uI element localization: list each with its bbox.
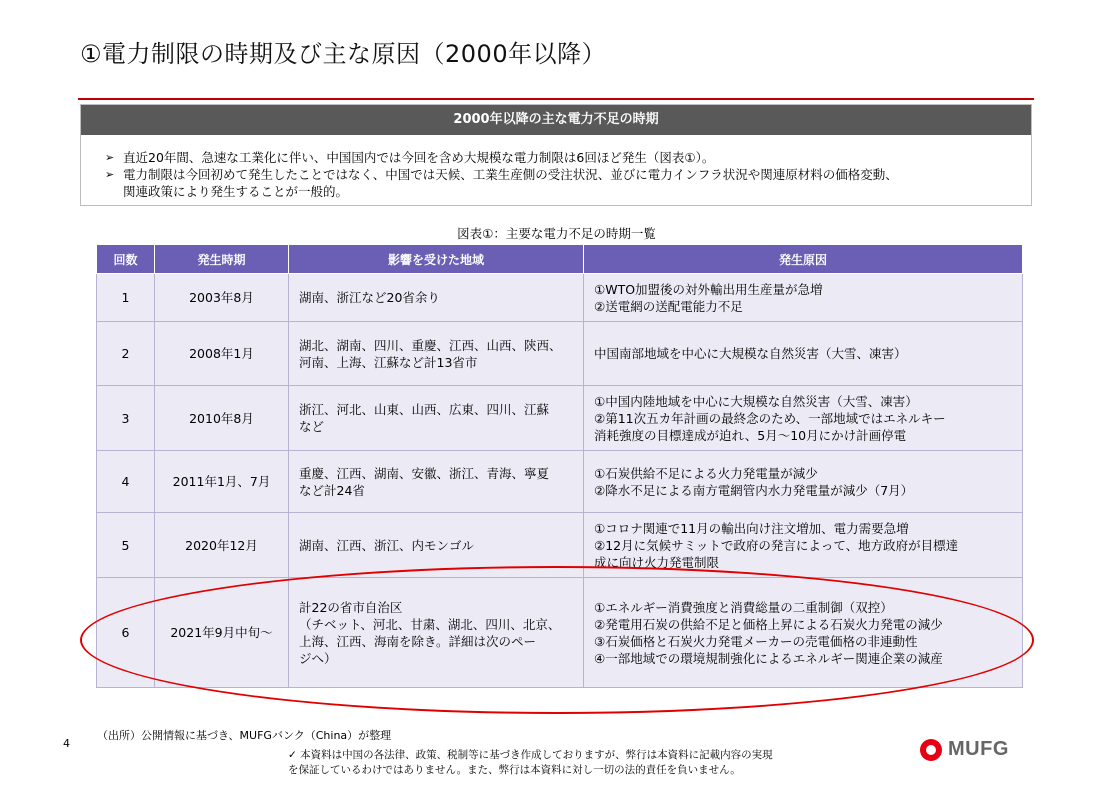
cell-period: 2010年8月	[155, 386, 289, 451]
header-causes: 発生原因	[584, 245, 1023, 274]
cause-line: ①エネルギー消費強度と消費総量の二重制御（双控）	[594, 599, 893, 615]
region-line: 上海、江西、海南を除き。詳細は次のペー	[299, 633, 537, 649]
page-title: ①電力制限の時期及び主な原因（2000年以降）	[80, 40, 607, 68]
cell-causes	[584, 513, 1023, 578]
power-shortage-table	[96, 244, 1023, 688]
cause-line: ①WTO加盟後の対外輸出用生産量が急増	[594, 281, 823, 297]
disclaimer-line: ✓ 本資料は中国の各法律、政策、税制等に基づき作成しておりますが、弊行は本資料に記載内容の実現	[288, 749, 773, 761]
cell-regions	[289, 322, 584, 386]
region-line: （チベット、河北、甘粛、湖北、四川、北京、	[299, 616, 561, 632]
table-row	[97, 322, 1023, 386]
summary-heading: 2000年以降の主な電力不足の時期	[81, 105, 1031, 135]
region-line: など	[299, 419, 325, 434]
region-line: ジへ）	[299, 650, 337, 666]
region-line: など計24省	[299, 482, 365, 498]
cause-line: ②降水不足による南方電網管内水力発電量が減少（7月）	[594, 482, 914, 498]
cell-causes	[584, 386, 1023, 451]
region-line: 計22の省市自治区	[299, 599, 403, 615]
cause-line: ②第11次五カ年計画の最終念のため、一部地域ではエネルキー	[594, 410, 946, 426]
summary-bullet	[105, 166, 1031, 200]
region-line: 浙江、河北、山東、山西、広東、四川、江蘇	[299, 402, 550, 417]
cause-line: ②12月に気候サミットで政府の発言によって、地方政府が目標達	[594, 537, 959, 553]
bullet-text: 電力制限は今回初めて発生したことではなく、中国では天候、工業生産側の受注状況、並びに電力インフラ状況や関連原材料の価格変動、	[123, 167, 898, 182]
cell-period: 2020年12月	[155, 513, 289, 578]
cause-line: 中国南部地域を中心に大規模な自然災害（大雪、凍害）	[594, 346, 907, 361]
cell-count: 5	[97, 513, 155, 578]
region-line: 重慶、江西、湖南、安徽、浙江、青海、寧夏	[299, 465, 550, 481]
region-line: 湖南、浙江など20省余り	[299, 290, 440, 305]
cell-causes	[584, 451, 1023, 513]
table-row	[97, 578, 1023, 688]
cell-regions	[289, 513, 584, 578]
mufg-logo-icon	[920, 739, 942, 761]
title-divider	[78, 98, 1034, 100]
cause-line: ④一部地域での環境規制強化によるエネルギー関連企業の減産	[594, 650, 943, 666]
bullet-arrow-icon: ➢	[105, 168, 115, 181]
cell-regions	[289, 578, 584, 688]
table-row	[97, 386, 1023, 451]
table-header-row	[97, 245, 1023, 274]
cause-line: 消耗強度の目標達成が迫れ、5月～10月にかけ計画停電	[594, 427, 907, 443]
table-row	[97, 451, 1023, 513]
region-line: 湖南、江西、浙江、内モンゴル	[299, 537, 475, 553]
table-row	[97, 274, 1023, 322]
bullet-text: 関連政策により発生することが一般的。	[123, 184, 349, 199]
cell-causes	[584, 322, 1023, 386]
summary-box	[80, 104, 1032, 206]
cell-period: 2011年1月、7月	[155, 451, 289, 513]
cell-count: 3	[97, 386, 155, 451]
header-count: 回数	[97, 245, 155, 274]
disclaimer-line: を保証しているわけではありません。また、弊行は本資料に対し一切の法的責任を負いません。	[288, 764, 741, 776]
cause-line: ②発電用石炭の供給不足と価格上昇による石炭火力発電の減少	[594, 616, 943, 632]
page-number: 4	[63, 737, 70, 750]
cell-causes	[584, 578, 1023, 688]
cause-line: ①石炭供給不足による火力発電量が減少	[594, 465, 818, 481]
cell-count: 4	[97, 451, 155, 513]
summary-bullet-list	[81, 135, 1031, 200]
region-line: 湖北、湖南、四川、重慶、江西、山西、陝西、	[299, 337, 562, 353]
bullet-arrow-icon: ➢	[105, 151, 115, 164]
cell-count: 2	[97, 322, 155, 386]
logo-text: MUFG	[948, 738, 1009, 760]
cause-line: ①コロナ関連で11月の輸出向け注文増加、電力需要急増	[594, 520, 909, 536]
cell-period: 2008年1月	[155, 322, 289, 386]
header-regions: 影響を受けた地域	[289, 245, 584, 274]
summary-bullet	[105, 149, 1031, 166]
region-line: 河南、上海、江蘇など計13省市	[299, 354, 478, 370]
cause-line: ①中国内陸地域を中心に大規模な自然災害（大雪、凍害）	[594, 393, 918, 409]
cell-regions	[289, 274, 584, 322]
cell-period: 2003年8月	[155, 274, 289, 322]
cell-count: 1	[97, 274, 155, 322]
table-row	[97, 513, 1023, 578]
cell-causes	[584, 274, 1023, 322]
cause-line: ③石炭価格と石炭火力発電メーカーの売電価格の非連動性	[594, 633, 918, 649]
disclaimer	[288, 748, 773, 778]
bullet-text: 直近20年間、急速な工業化に伴い、中国国内では今回を含め大規模な電力制限は6回ほど発生（図表①）。	[123, 150, 715, 165]
cell-count: 6	[97, 578, 155, 688]
header-period: 発生時期	[155, 245, 289, 274]
cell-regions	[289, 386, 584, 451]
mufg-logo	[920, 738, 1009, 761]
table-caption: 図表①：主要な電力不足の時期一覧	[457, 226, 656, 241]
cell-regions	[289, 451, 584, 513]
cause-line: ②送電網の送配電能力不足	[594, 298, 743, 314]
cause-line: 成に向け火力発電制限	[594, 554, 720, 570]
source-note: （出所）公開情報に基づき、MUFGバンク（China）が整理	[97, 729, 392, 742]
cell-period: 2021年9月中旬～	[155, 578, 289, 688]
